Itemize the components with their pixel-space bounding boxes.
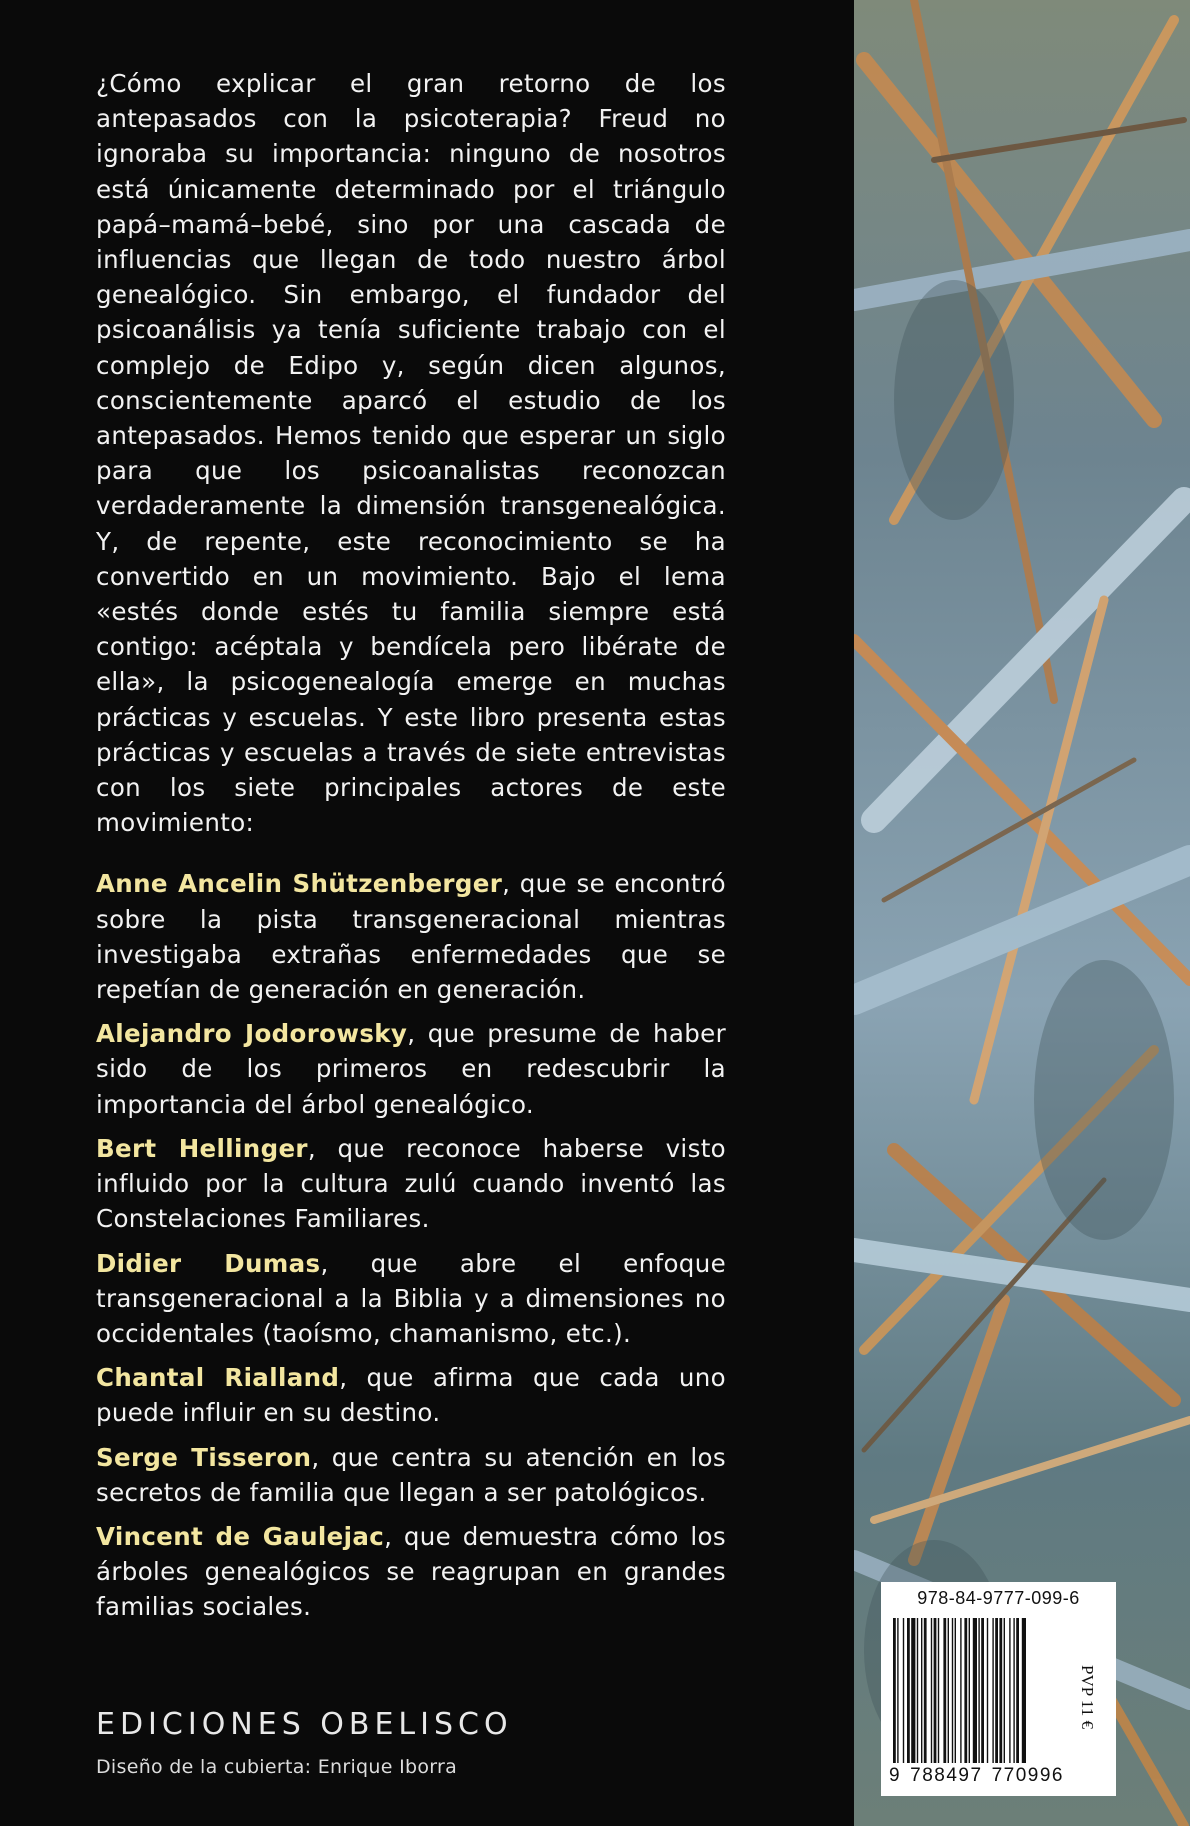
barcode-bar (893, 1618, 896, 1763)
barcode-bar (938, 1618, 939, 1763)
author-entry (96, 1440, 726, 1510)
author-name: Serge Tisseron (96, 1442, 312, 1472)
author-description: , que reconoce haberse visto influido por la cultura zulú cuando inventó las Constelaciones Familiares. (96, 1133, 726, 1234)
barcode-bar (960, 1618, 961, 1763)
barcode-digits (889, 1765, 1064, 1787)
blurb-column (96, 66, 726, 1634)
author-description: , que centra su atención en los secretos de familia que llegan a ser patológicos. (96, 1442, 726, 1507)
barcode-bar (897, 1618, 898, 1763)
author-entry (96, 866, 726, 1007)
author-name: Alejandro Jodorowsky (96, 1019, 408, 1049)
barcode-bar (999, 1618, 1002, 1763)
price-label: PVP 11 € (1078, 1665, 1097, 1729)
barcode-bar (917, 1618, 918, 1763)
barcode-bar (934, 1618, 937, 1763)
barcode-bars (891, 1618, 1071, 1768)
barcode-bar (921, 1618, 922, 1763)
barcode-bar (981, 1618, 984, 1763)
author-entry (96, 1360, 726, 1430)
barcode-bar (969, 1618, 970, 1763)
author-description: , que demuestra cómo los árboles genealógicos se reagrupan en grandes familias sociales. (96, 1521, 726, 1622)
barcode-bar (952, 1618, 953, 1763)
barcode-bar (955, 1618, 956, 1763)
barcode-bar (978, 1618, 979, 1763)
author-entry (96, 1016, 726, 1122)
cover-design-credit: Diseño de la cubierta: Enrique Iborra (96, 1756, 458, 1778)
barcode-bar (903, 1618, 904, 1763)
barcode-bar (1004, 1618, 1005, 1763)
author-entry (96, 1519, 726, 1625)
barcode-bar (992, 1618, 993, 1763)
barcode-bar (948, 1618, 949, 1763)
barcode-bar (1016, 1618, 1019, 1763)
isbn-barcode-label (881, 1582, 1116, 1796)
barcode-bar (995, 1618, 998, 1763)
author-entry (96, 1131, 726, 1237)
barcode-bar (1022, 1618, 1026, 1763)
author-description: , que presume de haber sido de los primeros en redescubrir la importancia del árbol genealógico. (96, 1019, 727, 1119)
barcode-bar (973, 1618, 977, 1763)
barcode-bar (964, 1618, 967, 1763)
author-name: Chantal Rialland (96, 1363, 340, 1393)
barcode-digits-left: 788497 (910, 1765, 983, 1786)
author-description: , que abre el enfoque transgeneracional a la Biblia y a dimensiones no occidentales (taoísmo, chamanismo, etc.). (96, 1248, 726, 1348)
barcode-digits-right: 770996 (991, 1765, 1064, 1786)
intro-paragraph: ¿Cómo explicar el gran retorno de los antepasados con la psicoterapia? Freud no ignoraba su importancia: ninguno de nosotros está únicamente determinado por el triángulo papá–mamá–bebé, sino por una cascada de influencias que llegan de todo nuestro árbol genealógico. Sin embargo, el fundador del psicoanálisis ya tenía suficiente trabajo con el complejo de Edipo y, según dicen algunos, conscientemente aparcó el estudio de los antepasados. Hemos tenido que esperar un siglo para que los psicoanalistas reconozcan verdaderamente la dimensión transgenealógica. Y, de repente, este reconocimiento se ha convertido en un movimiento. Bajo el lema «estés donde estés tu familia siempre está contigo: acéptala y bendícela pero libérate de ella», la psicogenealogía emerge en muchas prácticas y escuelas. Y este libro presenta estas prácticas y escuelas a través de siete entrevistas con los siete principales actores de este movimiento: (96, 69, 726, 838)
cover-artwork-strip (854, 0, 1190, 1826)
author-entry (96, 1246, 726, 1352)
barcode-bar (924, 1618, 927, 1763)
barcode-bar (943, 1618, 946, 1763)
barcode-bar (1013, 1618, 1014, 1763)
barcode-bar (931, 1618, 932, 1763)
publisher-name: EDICIONES OBELISCO (96, 1707, 513, 1742)
author-description: , que se encontró sobre la pista transgeneracional mientras investigaba extrañas enfermedades que se repetían de generación en generación. (96, 869, 727, 1005)
author-description: , que afirma que cada uno puede influir en su destino. (96, 1363, 727, 1428)
author-name: Anne Ancelin Shützenberger (96, 869, 503, 899)
isbn-number: 978-84-9777-099-6 (917, 1588, 1080, 1608)
barcode-bar (911, 1618, 915, 1763)
author-name: Didier Dumas (96, 1248, 321, 1278)
abstract-texture-art (854, 0, 1190, 1826)
barcode-bar (1009, 1618, 1010, 1763)
barcode-bar (987, 1618, 988, 1763)
author-name: Vincent de Gaulejac (96, 1521, 385, 1551)
author-name: Bert Hellinger (96, 1133, 308, 1163)
author-entries (96, 866, 726, 1624)
barcode-bar (907, 1618, 910, 1763)
barcode-digit-first: 9 (889, 1765, 902, 1786)
